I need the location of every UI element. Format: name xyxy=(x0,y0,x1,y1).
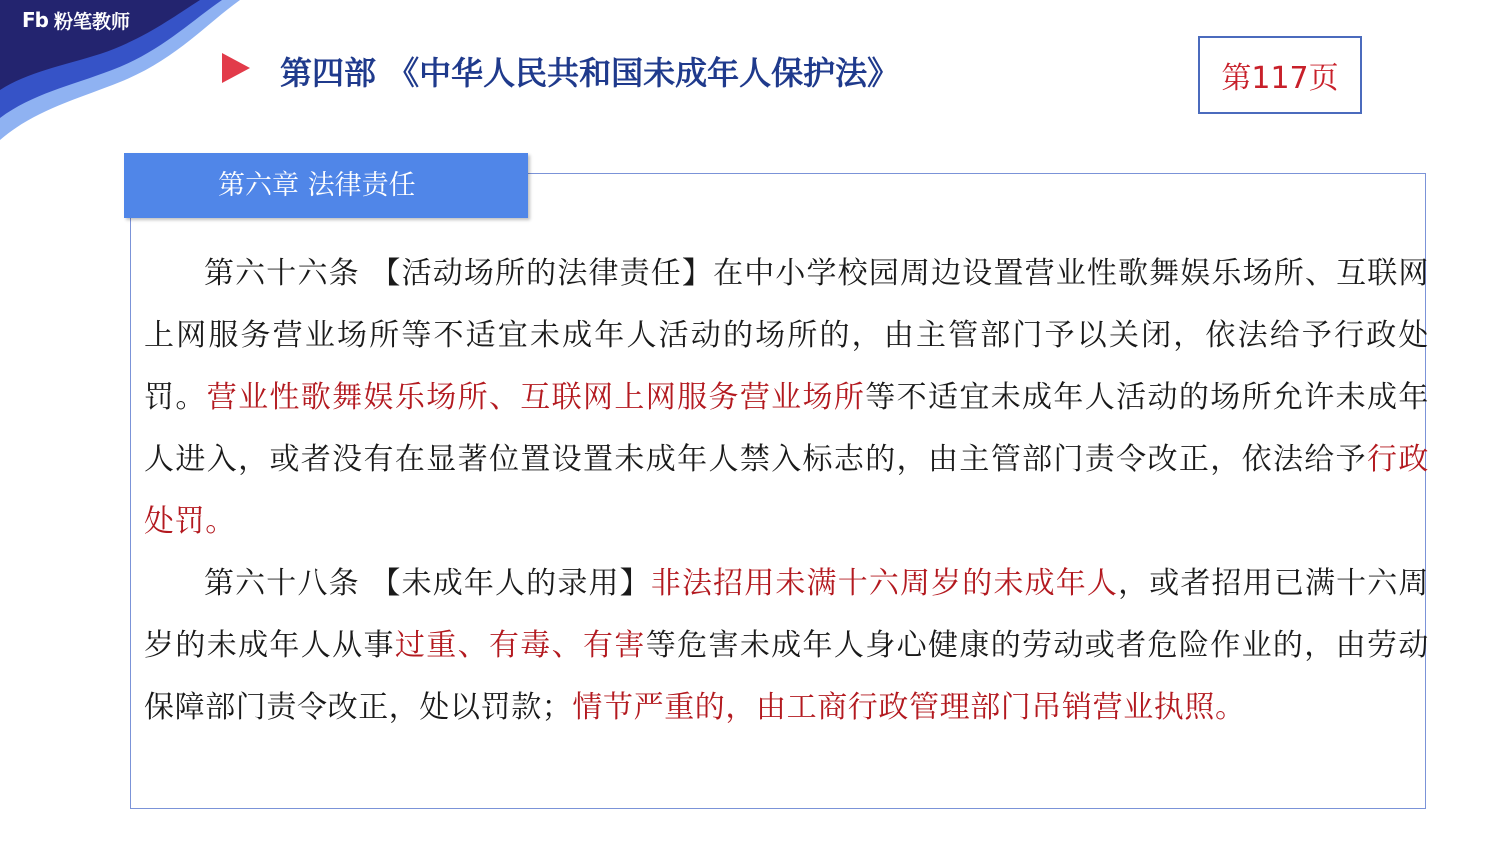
brand-name: 粉笔教师 xyxy=(53,10,130,33)
article-68 xyxy=(144,553,1429,739)
article-highlight: 非法招用未满十六周岁的未成年人 xyxy=(650,566,1119,601)
article-segment: 等不适宜未成年人活动的场所允许未成年人进入，或者没有在显著位置设置未成年人禁入标志的，由主管部门责令改正，依法给予 xyxy=(144,380,1429,477)
article-highlight: 过重、有毒、有害 xyxy=(394,628,646,663)
chapter-tab xyxy=(124,153,528,218)
article-segment: ，或者招用已满十六周岁的未成年人从事 xyxy=(144,566,1430,663)
article-highlight: 营业性歌舞娱乐场所、互联网上网服务营业场所 xyxy=(206,380,866,415)
title-arrow-icon xyxy=(222,53,250,83)
article-segment: 等危害未成年人身心健康的劳动或者危险作业的，由劳动保障部门责令改正，处以罚款； xyxy=(144,628,1429,725)
article-66 xyxy=(144,243,1429,553)
brand-mark: Fb xyxy=(22,8,48,32)
brand-logo xyxy=(22,7,130,33)
article-segment: 第六十八条 【未成年人的录用】 xyxy=(204,566,651,601)
part-title: 第四部 《中华人民共和国未成年人保护法》 xyxy=(280,54,900,92)
article-body xyxy=(144,243,1429,739)
chapter-label: 第六章 法律责任 xyxy=(218,170,416,201)
article-highlight: 行政处罚。 xyxy=(144,442,1429,539)
page-number-box: 第117页 xyxy=(1198,36,1362,114)
article-highlight: 情节严重的，由工商行政管理部门吊销营业执照。 xyxy=(572,690,1246,725)
article-segment: 第六十六条 【活动场所的法律责任】在中小学校园周边设置营业性歌舞娱乐场所、互联网上网服务营业场所等不适宜未成年人活动的场所的，由主管部门予以关闭，依法给予行政处罚。 xyxy=(144,256,1429,415)
